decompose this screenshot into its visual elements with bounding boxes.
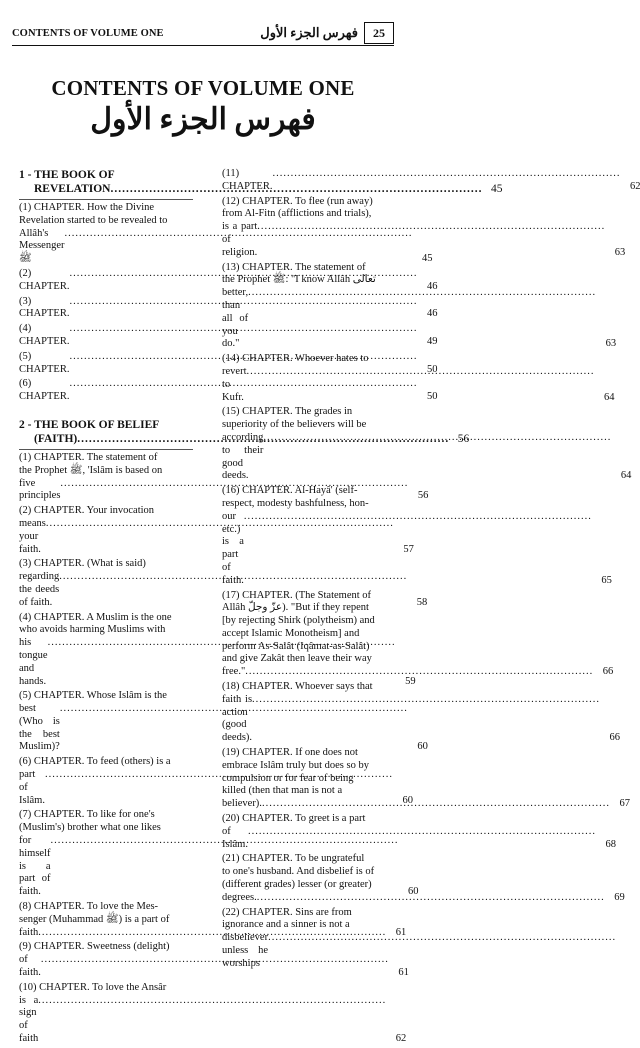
toc-entry-text: perform As-Salât (Iqâmat-as-Salât)	[222, 640, 370, 652]
toc-entry-text: (6) CHAPTER. To feed (others) is a	[19, 756, 171, 768]
leader-dots	[257, 892, 605, 905]
toc-entry	[222, 813, 616, 851]
leader-dots	[38, 995, 386, 1008]
toc-entry-page: 65	[601, 574, 612, 586]
toc-entry-text: (11) CHAPTER.	[222, 168, 273, 192]
toc-entry-text: the Prophet ﷺ: "I know Allâh تعالى	[222, 274, 376, 286]
toc-entry-text: (2) CHAPTER.	[19, 267, 70, 292]
book-1-page: 45	[490, 183, 503, 195]
toc-entry-text: better, than all of you do."	[222, 287, 249, 350]
toc-entry-text: killed (then that man is not a	[222, 785, 343, 797]
toc-entry-text: is a part of religion.	[222, 221, 258, 258]
toc-entry-page: 60	[402, 794, 413, 806]
toc-entry-text: (20) CHAPTER. To greet is a part	[222, 813, 366, 825]
toc-entry-text: the Prophet ﷺ, 'Islâm is based on	[19, 464, 163, 476]
toc-entry-text: degrees.	[222, 891, 257, 903]
toc-entry-page: 60	[417, 741, 428, 753]
leader-dots	[252, 694, 600, 707]
book-2-heading-line1: 2 - THE BOOK OF BELIEF	[19, 418, 160, 431]
toc-entry-text: best (Who is the best Muslim)?	[19, 703, 60, 753]
toc-entry-text: (17) CHAPTER. (The Statement of	[222, 589, 372, 601]
toc-entry-text: (13) CHAPTER. The statement of	[222, 261, 366, 273]
toc-entry-text: free."	[222, 666, 246, 678]
toc-entry-page: 50	[426, 391, 438, 403]
page-number: 25	[364, 22, 394, 44]
toc-entry-text: Allâh عزّ وجلّ). "But if they repent	[222, 602, 369, 614]
toc-entry-text: (14) CHAPTER. Whoever hates to	[222, 353, 369, 365]
leader-dots	[246, 363, 594, 379]
leader-dots	[248, 287, 596, 300]
toc-entry-page: 60	[408, 886, 419, 898]
toc-entry-page: 66	[609, 732, 621, 744]
toc-entry-text: of faith.	[19, 954, 41, 979]
toc-entry-text: (18) CHAPTER. Whoever says that	[222, 681, 373, 693]
toc-entry-page: 62	[395, 1033, 407, 1045]
book-2-page: 56	[457, 432, 470, 445]
toc-entry-text: faith	[19, 926, 39, 938]
toc-entry-page: 45	[421, 253, 433, 265]
toc-entry-text: embrace Islâm truly but does so by	[222, 759, 369, 771]
toc-entry-text: faith is action (good deeds).	[222, 693, 253, 744]
leader-dots	[268, 932, 616, 945]
toc-entry-text: who avoids harming Muslims with	[19, 624, 166, 636]
toc-entry-text: (5) CHAPTER. Whose Islâm is the	[19, 690, 167, 702]
header-rule	[12, 45, 394, 46]
section-rule	[19, 199, 193, 200]
toc-entry-text: part of Islâm.	[19, 769, 45, 806]
toc-entry-text: of Islâm.	[222, 825, 248, 850]
leader-dots	[257, 221, 605, 234]
toc-entry-page: 62	[629, 180, 640, 192]
book-2-heading-line2: (FAITH)	[34, 432, 78, 445]
toc-entry-text: accept Islamic Monotheism] and	[222, 627, 360, 639]
book-1-heading-line1: 1 - THE BOOK OF	[19, 169, 115, 181]
page-title-arabic: فهرس الجزء الأول	[90, 103, 316, 136]
toc-entry-text: (15) CHAPTER. The grades in	[222, 406, 353, 418]
toc-entry-text: (1) CHAPTER. How the Divine	[19, 202, 155, 213]
toc-entry-page: 50	[426, 363, 438, 375]
running-header-arabic-title: فهرس الجزء الأول	[260, 25, 358, 40]
toc-entry-text: (19) CHAPTER. If one does not	[222, 747, 358, 759]
toc-entry-text: compulsion or for fear of being	[222, 772, 354, 784]
toc-entry-text: (10) CHAPTER. To love the Ansâr	[19, 981, 167, 993]
toc-entry-page: 64	[620, 470, 632, 482]
toc-entry-text: according to their good deeds.	[222, 431, 264, 482]
toc-entry-page: 61	[398, 967, 409, 979]
leader-dots	[245, 666, 593, 679]
toc-entry-text: (16) CHAPTER. Al-Hayâ' (self-	[222, 485, 358, 497]
toc-entry-text: (7) CHAPTER. To like for one's	[19, 809, 155, 821]
toc-entry-text: five principles	[19, 477, 61, 502]
running-header-title: CONTENTS OF VOLUME ONE	[12, 28, 164, 39]
toc-entry-text: (2) CHAPTER. Your invocation	[19, 505, 155, 517]
toc-entry-page: 58	[416, 596, 428, 608]
toc-entry-text: (8) CHAPTER. To love the Mes-	[19, 901, 159, 913]
toc-entry-page: 66	[602, 666, 614, 678]
toc-entry-page: 57	[403, 543, 414, 555]
book-1-heading-line2: REVELATION	[34, 183, 111, 195]
toc-entry	[19, 295, 438, 322]
toc-entry	[19, 323, 438, 349]
toc-entry-text: for himself is a part of faith.	[19, 835, 51, 898]
toc-entry-text: Allâh's Messenger ﷺ	[19, 227, 65, 265]
toc-entry-text: [by rejecting Shirk (polytheism) and	[222, 615, 375, 627]
toc-entry-text: believer).	[222, 798, 262, 810]
toc-entry-text: (22) CHAPTER. Sins are from	[222, 906, 352, 918]
toc-entry-text: (5) CHAPTER.	[19, 350, 70, 375]
toc-entry-text: revert to Kufr.	[222, 365, 247, 403]
toc-entry-text: to one's husband. And disbelief is of	[222, 866, 375, 878]
toc-entry-text: is a sign of faith	[19, 994, 39, 1045]
toc-entry-text: (12) CHAPTER. To flee (run away)	[222, 195, 373, 207]
toc-entry-text: (3) CHAPTER.	[19, 295, 70, 320]
toc-entry-text: and give Zakât then leave their way	[222, 653, 372, 665]
toc-entry-page: 63	[614, 246, 626, 258]
toc-entry-page: 68	[605, 838, 616, 850]
toc-entry-page: 63	[605, 338, 617, 350]
toc-entry-text: (21) CHAPTER. To be ungrateful	[222, 853, 365, 865]
leader-dots	[263, 432, 611, 445]
leader-dots	[272, 168, 620, 181]
toc-entry-text: superiority of the believers will be	[222, 419, 367, 431]
toc-entry-page: 46	[426, 308, 438, 320]
toc-entry-page: 69	[614, 891, 625, 903]
page-title: CONTENTS OF VOLUME ONE	[51, 76, 355, 100]
toc-entry-text: (different grades) lesser (or greater)	[222, 879, 372, 891]
toc-entry-text: (3) CHAPTER. (What is said)	[19, 558, 146, 570]
toc-entry-text: regarding the deeds of faith.	[19, 571, 60, 608]
toc-entry-text: (4) CHAPTER. A Muslim is the one	[19, 611, 172, 623]
toc-entry-page: 56	[417, 490, 429, 502]
toc-entry-text: (Muslim's) brother what one likes	[19, 822, 161, 834]
toc-entry-text: ignorance and a sinner is not a	[222, 919, 350, 931]
toc-entry-text: disbeliever unless he worships	[222, 932, 269, 969]
toc-entry	[222, 907, 396, 971]
toc-entry	[19, 981, 407, 1046]
leader-dots	[262, 798, 610, 811]
toc-entry-page: 46	[426, 280, 438, 292]
toc-entry-text: from Al-Fitn (afflictions and trials),	[222, 208, 372, 220]
toc-entry-text: (9) CHAPTER. Sweetness (delight)	[19, 941, 170, 953]
toc-entry-page: 64	[603, 391, 615, 403]
section-rule	[19, 449, 193, 450]
toc-entry-page: 67	[619, 798, 630, 810]
toc-entry-text: respect, modesty bashfulness, hon-	[222, 497, 369, 509]
toc-entry-text: means your faith.	[19, 517, 46, 555]
toc-entry-text: his tongue and hands.	[19, 637, 48, 687]
toc-entry-text: senger (Muhammad ﷺ) is a part of	[19, 913, 170, 925]
toc-entry-text: Revelation started to be revealed to	[19, 214, 168, 226]
toc-entry-text: (1) CHAPTER. The statement of	[19, 451, 158, 463]
leader-dots	[248, 826, 596, 839]
toc-entry-text: (4) CHAPTER.	[19, 323, 70, 347]
toc-entry-page: 49	[426, 335, 438, 347]
leader-dots	[244, 511, 592, 524]
toc-entry-text: (6) CHAPTER.	[19, 378, 70, 403]
toc-entry-page: 59	[405, 675, 416, 687]
toc-entry-page: 61	[395, 926, 407, 938]
toc-entry-text: our etc.) is a part of faith.	[222, 510, 244, 586]
running-header	[12, 22, 394, 44]
